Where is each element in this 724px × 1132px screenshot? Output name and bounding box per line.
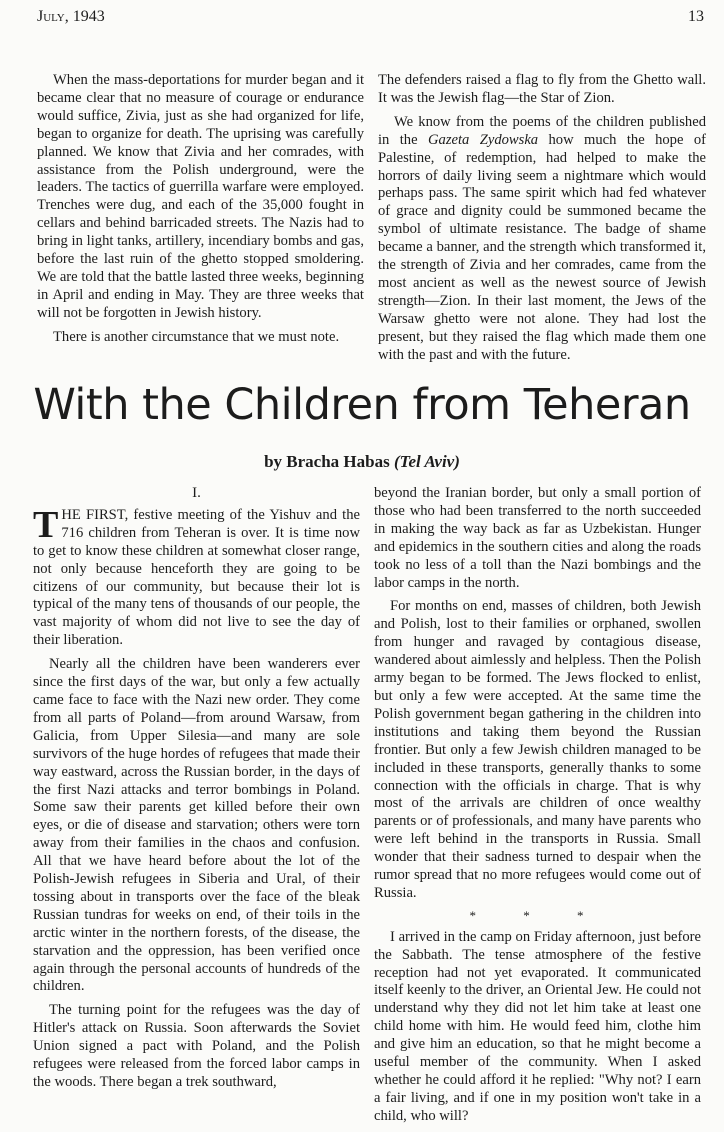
- paragraph: The turning point for the refugees was the day of Hitler's attack on Russia. Soon afterwards the Soviet Union signed a pact with Poland, and the Polish refugees were released from the forced labor camps in the woods. There began a trek southward,: [33, 1002, 360, 1090]
- article-title: With the Children from Teheran: [33, 380, 691, 430]
- byline: [0, 452, 724, 472]
- paragraph: [33, 503, 360, 650]
- paragraph: Nearly all the children have been wanderers ever since the first days of the war, but only a few actually came face to face with the Nazi new order. They come from all parts of Poland—from around Warsaw, from Galicia, from Upper Silesia—and many are sole survivors of the huge hordes of refugees that made their way eastward, across the Russian border, in the days of the first Nazi attacks and terror bombings in Poland. Some saw their parents get killed before their own eyes, or die of disease and starvation; others were torn away from their families in the chaos and confusion. All that we have heard before about the lot of the Polish-Jewish refugees in Siberia and Ural, of their tossing about in transports over the face of the bleak Russian tundras for weeks on end, of their toils in the arctic winter in the northern forests, of the disease, the starvation and the oppression, has been verified once again through the personal accounts of hundreds of the children.: [33, 656, 360, 995]
- author-location: (Tel Aviv): [393, 452, 460, 471]
- drop-cap: T: [33, 503, 59, 546]
- previous-article-continuation: [37, 72, 706, 371]
- paragraph: There is another circumstance that we must note.: [53, 328, 340, 345]
- page-number: 13: [688, 8, 704, 25]
- paragraph: [378, 114, 706, 365]
- paragraph: When the mass-deportations for murder began and it became clear that no measure of courage or endurance would suffice, Zivia, just as she had organized for life, began to organize for death. The uprising was carefully planned. We know that Zivia and her comrades, with assistance from the Polish underground, were the leaders. The tactics of guerrilla warfare were employed. Trenches were dug, and each of the 35,000 fought in cellars and behind barricaded streets. The Nazis had to bring in light tanks, artillery, incendiary bombs and gas, before the last ruin of the ghetto stopped smoldering. We are told that the battle lasted three weeks, beginning in April and ending in May. They are three weeks that will not be forgotten in Jewish history.: [37, 72, 364, 321]
- right-column: [374, 485, 701, 1132]
- text: HE FIRST, festive meeting of the Yishuv and the 716 children from Teheran is over. It is time now to get to know these children at somewhat closer range, not only because henceforth they are going to be citizens of our community, but because their lot is typical of the many tens of thousands of our people, the vast majority of whom did not live to see the day of their liberation.: [33, 506, 360, 649]
- top-left-column: [37, 72, 364, 371]
- issue-date: July, 1943: [37, 8, 105, 25]
- paragraph: I arrived in the camp on Friday afternoon, just before the Sabbath. The tense atmosphere of the festive reception had not yet evaporated. It communicated itself keenly to the driver, an Oriental Jew. He could not understand why they did not let him take at least one child home with him. He would feed him, clothe him and give him an education, so that he might become a useful member of the community. When I asked whether he could afford it he replied: "Why not? I earn a fair living, and if one in my position won't take in a child, who will?: [374, 928, 701, 1124]
- section-number: I.: [192, 485, 201, 501]
- paragraph: The defenders raised a flag to fly from the Ghetto wall. It was the Jewish flag—the Star of Zion.: [378, 72, 706, 106]
- text: how much the hope of Palestine, of redemption, had helped to make the horrors of daily living seem a nightmare which would perhaps pass. The same spirit which had fed whatever of grace and dignity could be summoned became the symbol of ultimate resistance. The badge of shame became a banner, and the strength which transformed it, the strength of Zivia and her comrades, came from the most ancient as well as the newest source of Jewish strength—Zion. In their last moment, the Jews of the Warsaw ghetto were not alone. They had lost the present, but they raised the flag which made them one with the past and with the future.: [378, 131, 707, 363]
- text: We know from the poems of the children published in the: [378, 113, 706, 148]
- paragraph: beyond the Iranian border, but only a small portion of those who had been transferred to the north succeeded in making the way back as far as Uzbekistan. Hunger and epidemics in the southern cities and along the roads took no less of a toll than the Nazi bombings and the labor camps in the north.: [374, 485, 701, 591]
- article-body: [33, 485, 701, 1132]
- top-right-column: [378, 72, 706, 371]
- section-separator: * * *: [469, 907, 606, 923]
- left-column: [33, 485, 360, 1132]
- page-header: [37, 8, 704, 26]
- author: by Bracha Habas: [264, 452, 390, 471]
- publication-name: Gazeta Zydowska: [427, 131, 539, 148]
- paragraph: For months on end, masses of children, both Jewish and Polish, lost to their families or orphaned, swollen from hunger and ravaged by contagious disease, wandered about aimlessly and helpless. Then the Polish army began to be formed. The Jews flocked to enlist, but only a few were accepted. At the same time the Polish government began gathering in the children into institutions and taking them beyond the Russian frontier. But only a few Jewish children managed to be included in these transports, generally thanks to some connection with the officials in charge. That is why most of the arrivals are children of once wealthy parents or of professionals, and many have parents who were left behind in the transports in Russia. Small wonder that their sadness turned to despair when the rumor spread that no more refugees would come out of Russia.: [374, 598, 701, 901]
